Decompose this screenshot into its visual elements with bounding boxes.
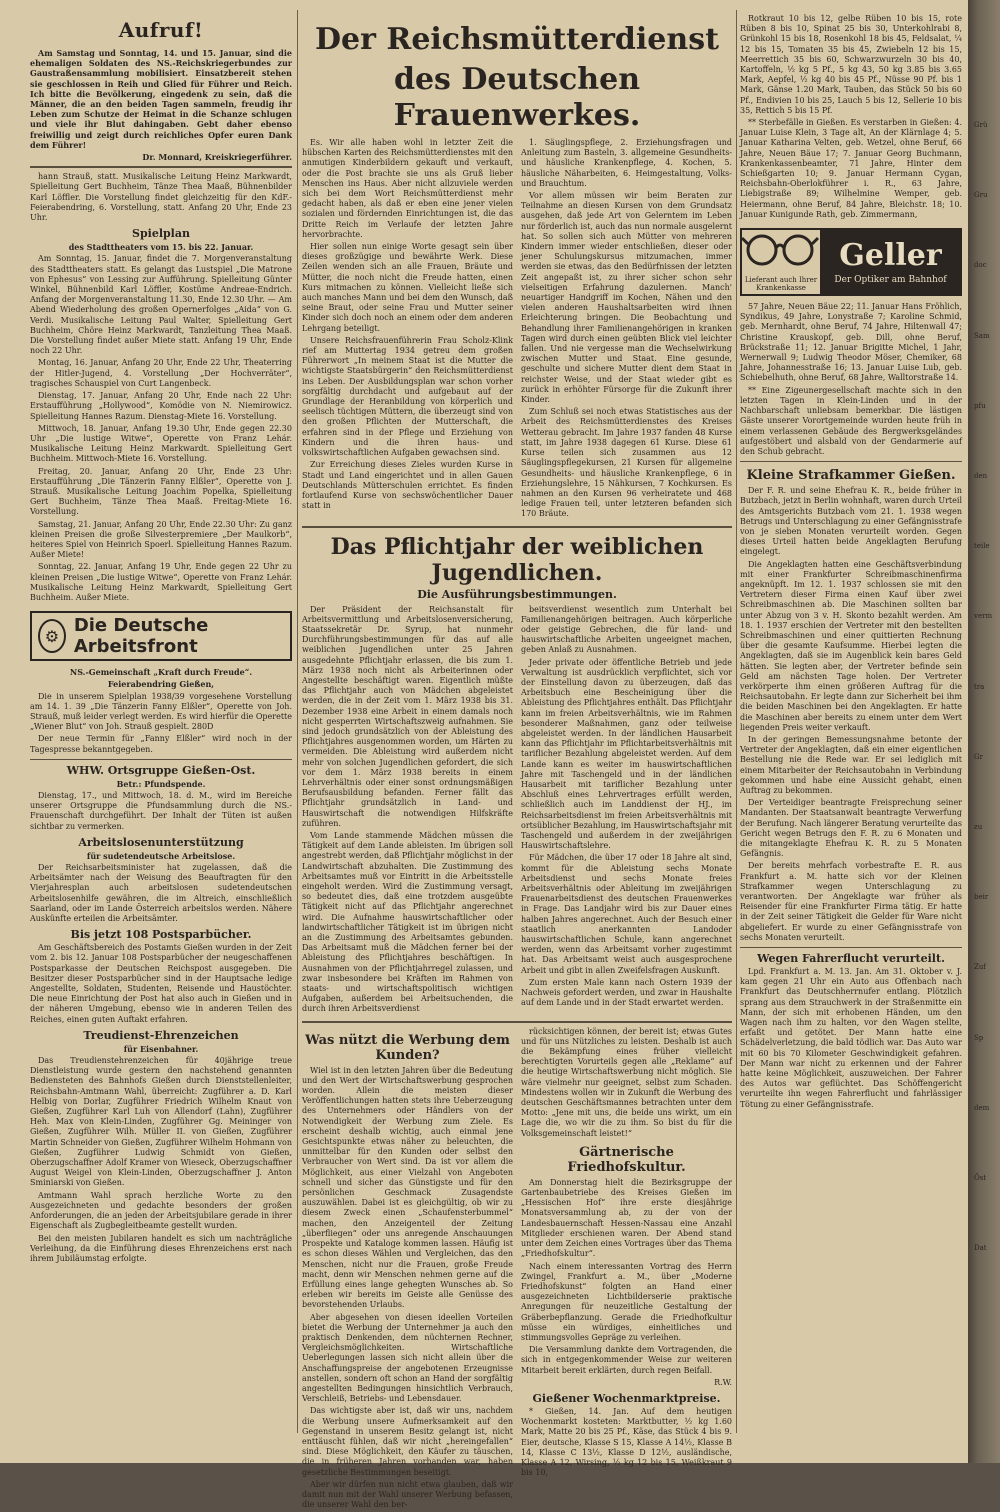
column-center (302, 14, 732, 1512)
pflichtjahr-headline: Das Pflichtjahr der weiblichen Jugendlichen. (330, 533, 704, 586)
article-text: Für Mädchen, die über 17 oder 18 Jahre alt sind, kommt für die Ableistung sechs Monate Arbeitsdienst und sechs Monate freies Arbeitsverhältnis oder Ableitung im zweijährigen Frauenarbeitsdienst des deutschen Frauenwerkes in Frage. Das Landjahr wird bis zur Dauer eines halben Jahres angerechnet. Auch der Besuch einer staatlich anerkannten Landoder hauswirtschaftlichen Schule, kann angerechnet werden, wenn das Arbeitsamt vorher zugestimmt hat. Das Arbeitsamt weist auch ausgesprochene Arbeit und gibt in allen Zweifelsfragen Auskunft. (521, 853, 732, 975)
kdf-subheading: Feierabendring Gießen, (107, 679, 215, 690)
main-headline-line2: des Deutschen Frauenwerkes. (393, 62, 641, 133)
fahrerflucht-headline: Wegen Fahrerflucht verurteilt. (757, 952, 945, 966)
article-text: * Gießen, 14. Jan. Auf dem heutigen Wochenmarkt kosteten: Marktbutter, ½ kg 1.60 Mark, Matte 20 bis 25 Pf., Käse, das Stück 4 bis 9. Eier, deutsche, Klasse S 15, Klasse A 14½, Klasse B 14, Klasse C 13½, Klasse D 12½, ausländische, Klasse A 12, Wirsing, ½ kg 12 bis 15, Weißkraut 9 bis 10, (521, 1406, 732, 1478)
edge-text: beir (974, 893, 989, 902)
postspar-heading: Bis jetzt 108 Postsparbücher. (70, 928, 252, 942)
column-rule (736, 10, 737, 1433)
edge-text: Grü (974, 121, 988, 129)
edge-text: dem (974, 1103, 990, 1112)
divider (302, 1021, 732, 1023)
article-text: Unsere Reichsfrauenführerin Frau Scholz-Klink rief am Muttertag 1934 getreu dem großen Führerwort „In meinem Staat ist die Mutter die wichtigste Staatsbürgerin“ den Reichsmütterdienst ins Leben. Der Ausbildungsplan war schon vorher sorgfältig durchdacht und aufgebaut auf der Grundlage der Heranbildung von körperlich und seelisch tüchtigen Müttern, die überzeugt sind von den großen Pflichten der Mutterschaft, die erfahren sind in der Pflege und Erziehung von Kindern und die ihren haus- und volkswirtschaftlichen Aufgaben gewachsen sind. (302, 335, 513, 458)
ad-tagline: Der Optiker am Bahnhof (834, 275, 947, 286)
aufruf-signature: Dr. Monnard, Kreiskriegerführer. (142, 152, 292, 163)
article-text: Wiel ist in den letzten Jahren über die Bedeutung und den Wert der Wirtschaftswerbung gesprochen worden. Allein die meisten dieser Veröffentlichungen hatten stets ihre Ueberzeugung des Unternehmers oder Händlers von der Notwendigkeit der Werbung zum Ziele. Es erscheint deshalb wichtig, auch einmal jene Gesichtspunkte etwas näher zu beleuchten, die unmittelbar für den Kunden oder selbst den Verbraucher von Wert sind. Da ist vor allem die Möglichkeit, aus einer Vielzahl von Angeboten schnell und sicher das Günstigste und für den persönlichen Geschmack Zusagendste auszuwählen. Dabei ist es gleichgültig, ob wir zu diesem Zweck einen „Schaufensterbummel“ machen, den Anzeigenteil der Zeitung „überfliegen“ oder uns anregende Anschauungen Prospekte und Kataloge kommen lassen. Häufig ist es schon dieses Wählen und Vergleichen, das den Menschen, nicht nur die Frauen, große Freude macht, denn wir Menschen nehmen gerne auf die Erfüllung eines lange gehegten Wunsches ab. So erleben wir bereits im Geiste alle Genüsse des bevorstehenden Urlaubs. (302, 1065, 513, 1310)
werbung-headline: Was nützt die Werbung dem Kunden? (305, 1032, 510, 1063)
spielplan-text: Am Sonntag, 15. Januar, findet die 7. Morgenveranstaltung des Stadttheaters statt. Es gelangt das Lustspiel „Die Matrone von Ephesus“ von Lessing zur Aufführung. Spielleitung Günter Winkel, Bühnenbild Karl Löffler, Kostüme Andreae-Endrich. Anfang der Morgenveranstaltung 11.30, Ende 12.30 Uhr. — Am Abend Wiederholung des großen Opernerfolges „Aida“ von G. Verdi. Musikalische Leitung Paul Walter, Spielleitung Gert Buchheim, Chöre Heinz Markwardt, Tanzleitung Thea Maaß. Die Vorstellung findet außer Miete statt. Anfang 19 Uhr, Ende noch 22 Uhr. (30, 254, 292, 356)
spielplan-text: Montag, 16. Januar, Anfang 20 Uhr, Ende 22 Uhr, Theaterring der Hitler-Jugend, 4. Vorstellung „Der Hochverräter“, tragisches Schauspiel von Curt Langenbeck. (30, 358, 292, 388)
market-prices-text: Rotkraut 10 bis 12, gelbe Rüben 10 bis 15, rote Rüben 8 bis 10, Spinat 25 bis 30, Unterkohlrabi 8, Grünkohl 15 bis 18, Rosenkohl 18 bis 45, Feldsalat, ¼ 12 bis 15, Tomaten 35 bis 45, Zwiebeln 12 bis 15, Meerrettich 35 bis 60, Schwarzwurzeln 30 bis 40, Kartoffeln, ½ kg 5 Pf., 5 kg 43, 50 kg 3.85 bis 3.65 Mark, Aepfel, ½ kg 40 bis 45 Pf., Nüsse 90 Pf. bis 1 Mark, Gänse 1.20 Mark, Tauben, das Stück 50 bis 60 Pf., Endivien 10 bis 25, Lauch 5 bis 12, Sellerie 10 bis 35, Rettich 5 bis 15 Pf. (740, 14, 962, 115)
theater-text: hann Strauß, statt. Musikalische Leitung Heinz Markwardt, Spielleitung Gert Buchheim, Tänze Thea Maaß, Bühnenbilder Karl Löffler. Die Vorstellung findet gleichzeitig für den KdF.-Feierabendring, 6. Vorstellung, statt. Anfang 20 Uhr, Ende 23 Uhr. (30, 172, 292, 223)
article-text: Die Angeklagten hatten eine Geschäftsverbindung mit einer Frankfurter Schreibmaschinenfirma angeknüpft. Im 12. 1. 1937 schlossen sie mit den Vertretern dieser Firma einen Kauf über zwei Schreibmaschinen ab. Die Maschinen sollten bar unter Abzug von 3 v. H. Skonto bezahlt werden. Am 18. 1. 1937 erschien der Vertreter mit den bestellten Schreibmaschinen und einer quittierten Rechnung über die gesamte Kaufsumme. Hierbei legten die Angeklagten, daß sie im Augenblick kein bares Geld hätten. Sie legten aber, der Vertreter befinde sein Geld am nächsten Tage holen. Der Vertreter verkörperte ihm einen größeren Auftrag für die Reichsautobahn. Er legte dann zur Sicherheit bei ihm die beiden Maschinen bei den Angeklagten. Er hatte die Maschinen aber bereits zu einem unter dem Wert liegenden Preis weiter verkauft. (740, 559, 962, 732)
eyeglasses-icon (742, 230, 821, 294)
article-text: Aber abgesehen von diesen ideellen Vorteilen bietet die Werbung der Unternehmer ja auch den praktisch Denkenden, dem nüchternen Rechner, Vergleichsmöglichkeiten. Wirtschaftliche Ueberlegungen lassen sich nicht allein über die Anschaffungspreise der angebotenen Erzeugnisse anstellen, sondern oft schon an Hand der sorgfältig angestellten Bedingungen hinsichtlich Verbrauch, Verschleiß, Betriebs- und Lebensdauer. (302, 1312, 513, 1404)
article-text: Es. Wir alle haben wohl in letzter Zeit die hübschen Karten des Reichsmütterdienstes mit den anmutigen Kinderbildern gekauft und verkauft, oder die Post brachte sie uns als Gruß lieber Menschen ins Haus. Aber nicht allzuviele werden sich bei dem Wort Reichsmütterdienst mehr gedacht haben, als daß er eben eine jener vielen sozialen und fördernden Einrichtungen ist, die das Dritte Reich im Verlaufe der letzten Jahre hervorbrachte. (302, 138, 513, 239)
edge-text: Gru (974, 191, 988, 200)
spielplan-text: Dienstag, 17. Januar, Anfang 20 Uhr, Ende nach 22 Uhr: Erstaufführung „Hollywood“, Komödie von N. Niemirowicz. Spielleitung Hannes Razum. Dienstag-Miete 16. Vorstellung. (30, 391, 292, 421)
zigeuner-text: ** Eine Zigeunergesellschaft machte sich in den letzten Tagen in Klein-Linden und in der Nachbarschaft unliebsam bemerkbar. Die lästigen Gäste unserer Vorortgemeinde wurden heute früh in einem verlassenen Gebäude des Bergwerksgeländes aufgestöbert und alsbald von der Gendarmerie auf den Schub gebracht. (740, 385, 962, 456)
cogwheel-emblem-icon: ⚙ (38, 619, 66, 653)
column-right (740, 14, 962, 1112)
edge-text: Sam (974, 331, 990, 340)
ad-brand: Geller (839, 238, 942, 274)
friedhof-headline: Gärtnerische Friedhofskultur. (567, 1144, 686, 1175)
kdf-text: Der neue Termin für „Fanny Elßler“ wird noch in der Tagespresse bekanntgegeben. (30, 734, 292, 754)
edge-text: Dat (974, 1244, 987, 1253)
adjacent-page-edge (968, 0, 1000, 1463)
column-rule (297, 10, 298, 1433)
sterbefaelle-text: 57 Jahre, Neuen Bäue 22; 11. Januar Hans Fröhlich, Syndikus, 49 Jahre, Lonystraße 7; Karoline Schmid, geb. Mernhardt, ohne Beruf, 74 Jahre, Hiltenwall 47; Christine Krauskopf, geb. Dill, ohne Beruf, Brückstraße 11; 12. Januar Brigitte Michel, 1 Jahr, Wernerwall 9; Ludwig Theodor Möser, Chemiker, 68 Jahre, Johannesstraße 16; 13. Januar Luise Lub, geb. Schiebelhuth, ohne Beruf, 68 Jahre, Walltorstraße 14. (740, 302, 962, 383)
daf-banner (30, 611, 292, 661)
whw-heading: WHW. Ortsgruppe Gießen-Ost. (66, 763, 256, 777)
edge-text: den (974, 472, 988, 481)
edge-text: Sp (974, 1033, 984, 1042)
article-text: Das wichtigste aber ist, daß wir uns, nachdem die Werbung unsere Aufmerksamkeit auf den Gegenstand in unserem Besitz gelangt ist, nicht enttäuscht fühlen, daß wir nicht „hereingefallen“ sind. Diese Möglichkeit, den Käufer zu täuschen, die in früheren Jahren vorhanden war, haben gesetzliche Bestimmungen beseitigt. (302, 1406, 513, 1477)
lower-articles (302, 1027, 732, 1512)
edge-text: doc (974, 261, 987, 270)
edge-text: zu (974, 823, 983, 832)
spielplan-text: Samstag, 21. Januar, Anfang 20 Uhr, Ende 22.30 Uhr: Zu ganz kleinen Preisen die große Silvesterpremiere „Der Maulkorb“, heiteres Spiel von Heinrich Spoerl. Spielleitung Hannes Razum. Außer Miete! (30, 519, 292, 560)
arbeitslosen-text: Der Reichsarbeitsminister hat zugelassen, daß die Arbeitsämter nach der Weisung des Beauftragten für den Vierjahresplan auch arbeitslosen sudetendeutschen Arbeitslosenhilfe gewähren, die im Altreich, einschließlich Saarland, oder im Lande Österreich arbeitslos werden. Nähere Auskünfte erteilen die Arbeitsämter. (30, 863, 292, 924)
treudienst-subheading: für Eisenbahner. (123, 1043, 199, 1054)
article-text: Zum ersten Male kann nach Ostern 1939 der Nachweis gefordert werden, und zwar in Haushalte auf dem Lande und in der Stadt erwartet werden. (521, 977, 732, 1008)
aufruf-title: Aufruf! (118, 18, 204, 42)
wochenmarkt-headline: Gießener Wochenmarktpreise. (532, 1391, 721, 1405)
sterbefaelle-text: ** Sterbefälle in Gießen. Es verstarben in Gießen: 4. Januar Luise Klein, 3 Tage alt, An der Klärnlage 4; 5. Januar Katharina Velten, geb. Wetzel, ohne Beruf, 66 Jahre, Neuen Bäue 17; 7. Januar Georg Buchmann, Krankenkassenbeamter, 71 Jahre, Hinter dem Schießgarten 10; 9. Januar Hermann Cygan, Reichsbahn-Oberlokführer i. R., 63 Jahre, Liebigstraße 89; Wilhelmine Wemper, geb. Heiermann, ohne Beruf, 84 Jahre, Bleichstr. 18; 10. Januar Kunigunde Rath, geb. Zimmermann, (740, 118, 962, 219)
whw-text: Dienstag, 17., und Mittwoch, 18. d. M., wird im Bereiche unserer Ortsgruppe die Pfundsammlung durch die NS.-Frauenschaft durchgeführt. Der Inhalt der Tüten ist außen sichtbar zu vermerken. (30, 790, 292, 831)
article-text: Jeder private oder öffentliche Betrieb und jede Verwaltung ist ausdrücklich verpflichtet, sich vor der Einstellung davon zu überzeugen, daß das Arbeitsbuch eine Bescheinigung über die Ableistung des Pflichtjahres enthält. Das Pflichtjahr kann im freien Arbeitsverhältnis, wie im Rahmen besonderer Maßnahmen, ganz oder teilweise abgeleistet werden. In der ländlichen Hausarbeit kann das Pflichtjahr im Pflichtarbeitsverhältnis mit tariflicher Bezahlung abgeleistet werden. Auf dem Lande kann es weiter im hauswirtschaftlichen Jahre mit Taschengeld und in der ländlichen Hausarbeit mit tariflicher Bezahlung unter Abschluß eines Lehrvertrages erfüllt werden, schließlich auch im Landdienst der HJ., im Reichsarbeitsdienst im freien Arbeitsverhältnis mit ortsüblicher Bezahlung, im Hauswirtschaftsjahr mit Taschengeld und außerdem in der zweijährigen Hauswirtschaftslehre. (521, 657, 732, 851)
article-signature: R.W. (714, 1377, 732, 1387)
article-text: rücksichtigen können, der bereit ist; etwas Gutes und für uns Nützliches zu leisten. Deshalb ist auch die Bekämpfung eines früher vielleicht berechtigten Vorurteils gegen alle „Reklame“ auf die heutige Wirtschaftswerbung nicht möglich. Sie wäre vielmehr nur geeignet, selbst zum Schaden. Mindestens wollen wir in Zukunft die Werbung des deutschen Geschäftsmannes betrachten unter dem Motto: „Jene mit uns, die beide uns wirkt, um ein Lage die, wo wir die zu ihm. So bist du für die Volksgemeinschaft leistet!“ (521, 1026, 732, 1138)
ad-small-text: Lieferant auch Ihrer Krankenkasse (744, 276, 818, 293)
whw-subheading: Betr.: Pfundspende. (116, 778, 206, 789)
spielplan-text: Sonntag, 22. Januar, Anfang 19 Uhr, Ende gegen 22 Uhr zu kleinen Preisen „Die lustige Witwe“, Operette von Franz Lehár. Musikalische Leitung Heinz Markwardt, Spielleitung Gert Buchheim. Außer Miete. (30, 562, 292, 602)
kdf-text: Die in unserem Spielplan 1938/39 vorgesehene Vorstellung am 14. 1. 39 „Die Tänzerin Fanny Elßler“, Operette von Joh. Strauß, muß leider verlegt werden. Es wird hierfür die Operette „Wiener Blut“ von Joh. Strauß gespielt. 280D (30, 691, 292, 732)
pflichtjahr-subheadline: Die Ausführungsbestimmungen. (417, 587, 617, 601)
edge-text: Gr (974, 752, 983, 761)
spielplan-text: Mittwoch, 18. Januar, Anfang 19.30 Uhr, Ende gegen 22.30 Uhr „Die lustige Witwe“, Operette von Franz Lehár. Musikalische Leitung Heinz Markwardt. Spielleitung Gert Buchheim. Mittwoch-Miete 16. Vorstellung. (30, 423, 292, 464)
postspar-text: Am Geschäftsbereich des Postamts Gießen wurden in der Zeit vom 2. bis 12. Januar 108 Postsparbücher der neugeschaffenen Postsparkasse der Deutschen Reichspost ausgegeben. Die Besitzer dieser Postsparbücher sind in der Hauptsache ledige Angestellte, Soldaten, Studenten, Reisende und Haustöchter. Die neue Einrichtung der Post hat also auch in Gießen und in der näheren Umgebung, ebenso wie in anderen Teilen des Reiches, einen guten Auftakt erfahren. (30, 943, 292, 1024)
edge-text: Zuf (974, 963, 986, 972)
article-text: Am Donnerstag hielt die Bezirksgruppe der Gartenbaubetriebe des Kreises Gießen im „Hessischen Hof“ ihre erste diesjährige Monatsversammlung ab, zu der von der Landesbauernschaft Hessen-Nassau eine Anzahl Mitglieder erschienen waren. Der Abend stand unter dem Zeichen eines Vortrages über das Thema „Friedhofskultur“. (521, 1177, 732, 1259)
strafkammer-headline: Kleine Strafkammer Gießen. (746, 468, 956, 484)
spielplan-text: Freitag, 20. Januar, Anfang 20 Uhr, Ende 23 Uhr: Erstaufführung „Die Tänzerin Fanny Elßler“, Operette von J. Strauß. Musikalische Leitung Joachim Popelka, Spielleitung Gert Buchheim, Tänze Thea Maaß. Freitag-Miete 16. Vorstellung. (30, 466, 292, 517)
article-text: Zur Erreichung dieses Zieles wurden Kurse in Stadt und Land eingerichtet und in allen Gauen Deutschlands Mütterschulen errichtet. Es finden fortlaufend Kurse von sechswöchentlicher Dauer statt in (302, 460, 513, 511)
spielplan-subheading: des Stadttheaters vom 15. bis 22. Januar. (68, 242, 254, 253)
main-headline-line1: Der Reichsmütterdienst (315, 22, 719, 57)
divider (30, 166, 292, 168)
divider (740, 461, 962, 462)
spielplan-heading: Spielplan (132, 227, 190, 241)
divider (30, 759, 292, 760)
daf-title: Die Deutsche Arbeitsfront (73, 615, 209, 658)
column-left (30, 14, 292, 1266)
article-pflichtjahr (302, 605, 732, 1017)
arbeitslosen-heading: Arbeitslosenunterstützung (78, 835, 244, 849)
kdf-heading: NS.-Gemeinschaft „Kraft durch Freude“. (69, 667, 253, 678)
treudienst-text: Das Treudienstehrenzeichen für 40jährige treue Dienstleistung wurde gestern den nachstehend genannten Bediensteten des Bahnhofs Gießen durch Dienststellenleiter, Reichsbahn-Amtmann Wahl, überreicht: Zugführer a. D. Karl Helbig von Dorlar, Zugführer Friedrich Wilhelm Knaut von Gießen, Zugführer Karl Luh von Allendorf (Lahn), Zugführer Heh. Max von Klein-Linden, Zugführer Gg. Meininger von Gießen, Zugführer Wilh. Müller II. von Gießen, Zugführer Martin Schneider von Gießen, Zugführer Wilhelm Hohmann von Gießen, Zugführer Ludwig Schmidt von Gießen, Oberzugschaffner Adolf Kramer von Wieseck, Oberzugschaffner August Weigel von Klein-Linden, Oberzugschaffner J. Anton Sminiarski von Gießen. (30, 1056, 292, 1188)
article-text: Hier sollen nun einige Worte gesagt sein über dieses großzügige und bewährte Werk. Diese Zeilen wenden sich an alle Frauen, Bräute und Mütter, die noch nicht die Freude hatten, einen Kurs mitmachen zu können. Vielleicht ließe sich auch manches Mann und bei dem den Wunsch, daß seine Braut, oder seine Frau und Mutter seiner Kinder sich doch noch an einem oder dem anderen Lehrgang beteiligt. (302, 242, 513, 333)
treudienst-text: Amtmann Wahl sprach herzliche Worte zu den Ausgezeichneten und gedachte besonders der großen Anforderungen, die an jeden der Arbeitsjubilare gerade in ihrer Eigenschaft als Zugbegleitbeamte gestellt wurden. (30, 1190, 292, 1231)
edge-text: tra (974, 682, 985, 691)
aufruf-text: Am Samstag und Sonntag, 14. und 15. Januar, sind die ehemaligen Soldaten des NS.-Reichskriegerbundes zur Gaustraßensammlung mobilisiert. Einsatzbereit stehen sie geschlossen in Reih und Glied für Führer und Reich. Ich bitte die Bevölkerung, eingedenk zu sein, daß die Männer, die an den beiden Tagen sammeln, freudig ihr Leben zum Schutze der Heimat in die Schanze schlugen und viele ihr Blut dahingaben. Gebt daher ebenso freiwillig und zeigt durch reichliches Opfer euren Dank dem Führer! (30, 48, 292, 150)
arbeitslosen-subheading: für sudetendeutsche Arbeitslose. (86, 850, 236, 861)
article-reichsmuetterdienst (302, 138, 732, 522)
article-text: Lpd. Frankfurt a. M. 13. Jan. Am 31. Oktober v. J. kam gegen 21 Uhr ein Auto aus Offenbach nach Frankfurt das Deutschherrnufer entlang. Plötzlich sprang aus dem Strauchwerk in der Straßenmitte ein Mann, der sich mit erhobenen Händen, um den Wagen nach ihm zu halten, vor den Wagen stellte, erfaßt und getötet. Der Mann hatte eine Schädelverletzung, die bald tödlich war. Das Auto war mit 60 bis 70 Kilometer Geschwindigkeit gefahren. Der Mann war nicht zu erkennen und der Fahrer hatte keine Möglichkeit, auszuweichen. Der Fahrer des Autos war geflüchtet. Das Schöffengericht verurteilte ihn wegen Fahrerflucht und fahrlässiger Tötung zu einer Gefängnisstrafe. (740, 967, 962, 1109)
article-text: Der Präsident der Reichsanstalt für Arbeitsvermittlung und Arbeitslosenversicherung, Staatssekretär Dr. Syrup, hat nunmehr Durchführungsbestimmungen für das auf alle weiblichen Jugendlichen unter 25 Jahren ausgedehnte Pflichtjahr erlassen, die bis zum 1. März 1938 noch nicht als Arbeiterinnen oder Angestellte beschäftigt waren. Eigentlich müßte das Pflichtjahr auch von Mädchen abgeleistet werden, die in der Zeit vom 1. März 1938 bis 31. Dezember 1938 eine Arbeit in einem damals noch nicht gesperrten Wirtschaftszweig aufnahmen. Sie sind jedoch grundsätzlich von der Ableistung des Pflichtjahres ausgenommen worden, um Härten zu vermeiden. Die Ableistung wird außerdem nicht mehr von solchen Jugendlichen gefordert, die sich vor dem 1. März 1938 bereits in einem Lehrverhältnis oder einer sonst ordnungsmäßigen Berufsausbildung befanden. Ferner fällt das Pflichtjahr grundsätzlich in Land- und Hauswirtschaft die notwendigen Hilfskräfte zuführen. (302, 604, 513, 828)
article-text: Zum Schluß sei noch etwas Statistisches aus der Arbeit des Reichsmütterdienstes des Kreises Wetterau gebracht. Im Jahre 1937 fanden 48 Kurse statt, im Jahre 1938 dagegen 61 Kurse. Diese 61 Kurse teilen sich zusammen aus 12 Säuglingspflegekursen, 21 Kursen für allgemeine Gesundheits- und häusliche Krankenpflege, 6 in Erziehungslehre, 15 Nähkursen, 7 Kochkursen. Es nahmen an den Kursen 96 verheiratete und 468 ledige Frauen teil, unter letzteren befanden sich 170 Bräute. (521, 407, 732, 519)
article-text: In der geringen Bemessungsnahme betonte der Vertreter der Angeklagten, daß ein einer eigentlichen Bestellung nie die Rede war. Er sei lediglich mit einem Mitarbeiter der Reichsautobahn in Verbindung gekommen und habe eine Aussicht gehabt, einen Auftrag zu bekommen. (740, 734, 962, 795)
edge-text: teile (974, 542, 990, 551)
article-text: Die Versammlung dankte dem Vortragenden, die sich in entgegenkommender Weise zur weiteren Mitarbeit bereit erklärten, durch regen Beifall. (521, 1345, 732, 1375)
edge-text: verm (974, 612, 993, 621)
article-text: Aber wir dürfen nun nicht etwa glauben, daß wir damit nun mit der Wahl unserer Werbung befassen, die unserer Wahl den ber- (302, 1479, 513, 1510)
edge-text: pfu (974, 401, 986, 410)
article-text: Vom Lande stammende Mädchen müssen die Tätigkeit auf dem Lande ableisten. Im übrigen soll angestrebt werden, daß Pflichtjahr möglichst in der Landwirtschaft abzuhalten. Die Zustimmung des Arbeitsamtes muß vor Eintritt in die Arbeitsstelle eingeholt werden. Wird die Zustimmung versagt, so bedeutet dies, daß eine trotzdem ausgeübte Tätigkeit nicht auf das Pflichtjahr angerechnet wird. Die Aufnahme hauswirtschaftlicher oder landwirtschaftlicher Tätigkeit ist im übrigen nicht an die Zustimmung des Arbeitsamtes gebunden. Das Arbeitsamt muß die Mädchen ferner bei der Ableistung des Pflichtjahres beschäftigen. In Ausnahmen von der Pflichtjahrregel zulassen, und zwar insbesondere bei Kräften im Rahmen von staats- und wirtschaftspolitisch wichtigen Aufgaben, außerdem bei Arbeitsuchenden, die durch ihren Arbeitsverdienst (302, 830, 513, 1014)
divider (740, 947, 962, 948)
article-text: 1. Säuglingspflege, 2. Erziehungsfragen und Anleitung zum Basteln, 3. allgemeine Gesundheits- und häusliche Krankenpflege, 4. Kochen, 5. häusliche Näharbeiten, 6. Heimgestaltung, Volks- und Brauchtum. (521, 138, 732, 188)
treudienst-text: Bei den meisten Jubilaren handelt es sich um nachträgliche Verleihung, da die Einführung dieses Ehrenzeichens erst nach ihrem Jubiläumstag erfolgte. (30, 1233, 292, 1263)
divider (302, 526, 732, 528)
article-text: beitsverdienst wesentlich zum Unterhalt bei Familienangehörigen beitragen. Auch körperliche oder geistige Gebrechen, die für land- und hauswirtschaftliche Arbeiten ungeeignet machen, geben Anlaß zu Ausnahmen. (521, 604, 732, 655)
article-text: Der bereits mehrfach vorbestrafte E. R. aus Frankfurt a. M. hatte sich vor der Kleinen Strafkammer wegen Unterschlagung zu verantworten. Der Angeklagte war früher als Reisender für eine Frankfurter Firma tätig. Er hatte in der Zeit seiner Tätigkeit die Gelder für Ware nicht abgeliefert. Er wurde zu einer Gefängnisstrafe von sechs Monaten verurteilt. (740, 861, 962, 942)
treudienst-heading: Treudienst-Ehrenzeichen (83, 1028, 239, 1042)
article-text: Vor allem müssen wir beim Beraten zur Teilnahme an diesen Kursen von dem Grundsatz ausgehen, daß jede Art von Gelerntem im Leben nur förderlich ist, auch das nun normale ausgelernt hat. So sollen sich auch Mütter von mehreren Kindern immer wieder entschließen, dieser oder jener Schulungskursus mitzumachen, immer werden sie etwas, das den Bedürfnissen der letzten Zeit angepaßt ist, zu ihrer sicher schon sehr vielseitigen Erfahrung dazulernen. Manch' neuartiger Handgriff im Kochen, Nähen und den vielen anderen Haushaltsarbeiten wird ihnen Erleichterung bringen. Die Beobachtung und Behandlung ihrer Familienangehörigen in kranken Tagen wird durch einen geübten Blick viel leichter fallen. Und nie vergesse man die Wechselwirkung zwischen Mutter und Staat. Eine gesunde, geschulte und sichere Mutter dient dem Staat in reichster Weise, und der Staat wieder gibt es zurück in erhöhter Fürsorge für die Zukunft ihrer Kinder. (521, 191, 732, 405)
article-text: Der Verteidiger beantragte Freisprechung seiner Mandanten. Der Staatsanwalt beantragte Verwerfung der Berufung. Nach längerer Beratung verurteilte das Gericht wegen Betrugs den F. R. zu 6 Monaten und die mitangeklagte Ehefrau K. R. zu 5 Monaten Gefängnis. (740, 798, 962, 859)
geller-advertisement (740, 228, 962, 296)
article-text: Nach einem interessanten Vortrag des Herrn Zwingel, Frankfurt a. M., über „Moderne Friedhofskunst“ folgten an Hand einer ausgezeichneten Lichtbilderserie praktische Anregungen für neuzeitliche Gestaltung der Gräberbepflanzung. Gerade die Friedhofkultur müsse ein würdiges, einheitliches und stimmungsvolles Gepräge zu verleihen. (521, 1261, 732, 1342)
article-text: Der F. R. und seine Ehefrau K. R., beide früher in Butzbach, jetzt in Berlin wohnhaft, waren durch Urteil des Amtsgerichts Butzbach vom 21. 1. 1938 wegen Betrugs und Unterschlagung zu einer Gefängnisstrafe von je sieben Monaten verurteilt worden. Gegen dieses Urteil hatten beide Angeklagten Berufung eingelegt. (740, 486, 962, 557)
edge-text: Öst (974, 1174, 987, 1183)
